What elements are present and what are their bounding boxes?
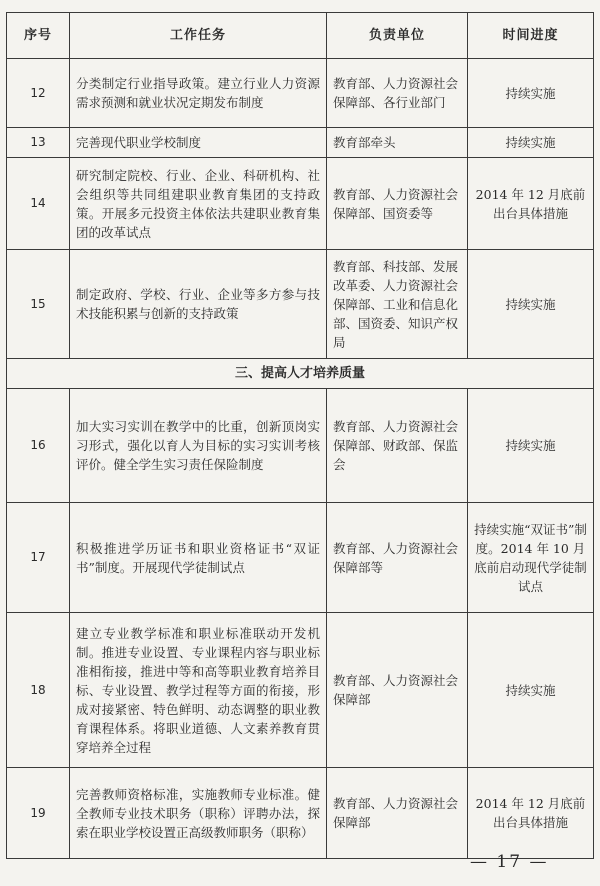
- row-number: 16: [7, 389, 70, 503]
- row-progress: 持续实施: [468, 613, 594, 768]
- row-number: 17: [7, 503, 70, 613]
- table-row: [7, 389, 594, 503]
- row-task: 分类制定行业指导政策。建立行业人力资源需求预测和就业状况定期发布制度: [70, 59, 327, 128]
- row-task: 研究制定院校、行业、企业、科研机构、社会组织等共同组建职业教育集团的支持政策。开展多元投资主体依法共建职业教育集团的改革试点: [70, 158, 327, 250]
- page-number: — 17 —: [470, 852, 549, 872]
- header-no: 序号: [7, 13, 70, 59]
- table-row: [7, 503, 594, 613]
- row-dept: 教育部牵头: [327, 128, 468, 158]
- row-progress: 持续实施: [468, 250, 594, 359]
- row-dept: 教育部、科技部、发展改革委、人力资源社会保障部、工业和信息化部、国资委、知识产权局: [327, 250, 468, 359]
- row-number: 12: [7, 59, 70, 128]
- row-dept: 教育部、人力资源社会保障部、各行业部门: [327, 59, 468, 128]
- row-dept: 教育部、人力资源社会保障部、国资委等: [327, 158, 468, 250]
- row-number: 14: [7, 158, 70, 250]
- row-task: 完善现代职业学校制度: [70, 128, 327, 158]
- row-progress: 2014 年 12 月底前出台具体措施: [468, 158, 594, 250]
- row-progress: 2014 年 12 月底前出台具体措施: [468, 768, 594, 859]
- row-task: 制定政府、学校、行业、企业等多方参与技术技能积累与创新的支持政策: [70, 250, 327, 359]
- row-progress: 持续实施: [468, 59, 594, 128]
- row-task: 建立专业教学标准和职业标准联动开发机制。推进专业设置、专业课程内容与职业标准相衔接，推进中等和高等职业教育培养目标、专业设置、教学过程等方面的衔接，形成对接紧密、特色鲜明、动态调整的职业教育课程体系。将职业道德、人文素养教育贯穿培养全过程: [70, 613, 327, 768]
- row-number: 18: [7, 613, 70, 768]
- header-dept: 负责单位: [327, 13, 468, 59]
- row-progress: 持续实施: [468, 389, 594, 503]
- row-dept: 教育部、人力资源社会保障部: [327, 768, 468, 859]
- row-task: 完善教师资格标准，实施教师专业标准。健全教师专业技术职务（职称）评聘办法，探索在职业学校设置正高级教师职务（职称）: [70, 768, 327, 859]
- row-dept: 教育部、人力资源社会保障部等: [327, 503, 468, 613]
- row-number: 13: [7, 128, 70, 158]
- table-row: [7, 768, 594, 859]
- row-number: 19: [7, 768, 70, 859]
- table-row: [7, 158, 594, 250]
- task-table: [6, 12, 594, 859]
- header-task: 工作任务: [70, 13, 327, 59]
- section-title: 三、提高人才培养质量: [7, 359, 594, 389]
- row-task: 积极推进学历证书和职业资格证书“双证书”制度。开展现代学徒制试点: [70, 503, 327, 613]
- table-row: [7, 250, 594, 359]
- row-dept: 教育部、人力资源社会保障部: [327, 613, 468, 768]
- table-row: [7, 128, 594, 158]
- row-dept: 教育部、人力资源社会保障部、财政部、保监会: [327, 389, 468, 503]
- section-row: [7, 359, 594, 389]
- row-task: 加大实习实训在教学中的比重，创新顶岗实习形式，强化以育人为目标的实习实训考核评价。健全学生实习责任保险制度: [70, 389, 327, 503]
- table-row: [7, 59, 594, 128]
- row-progress: 持续实施“双证书”制度。2014 年 10 月底前启动现代学徒制试点: [468, 503, 594, 613]
- row-progress: 持续实施: [468, 128, 594, 158]
- table-row: [7, 613, 594, 768]
- row-number: 15: [7, 250, 70, 359]
- header-row: [7, 13, 594, 59]
- header-progress: 时间进度: [468, 13, 594, 59]
